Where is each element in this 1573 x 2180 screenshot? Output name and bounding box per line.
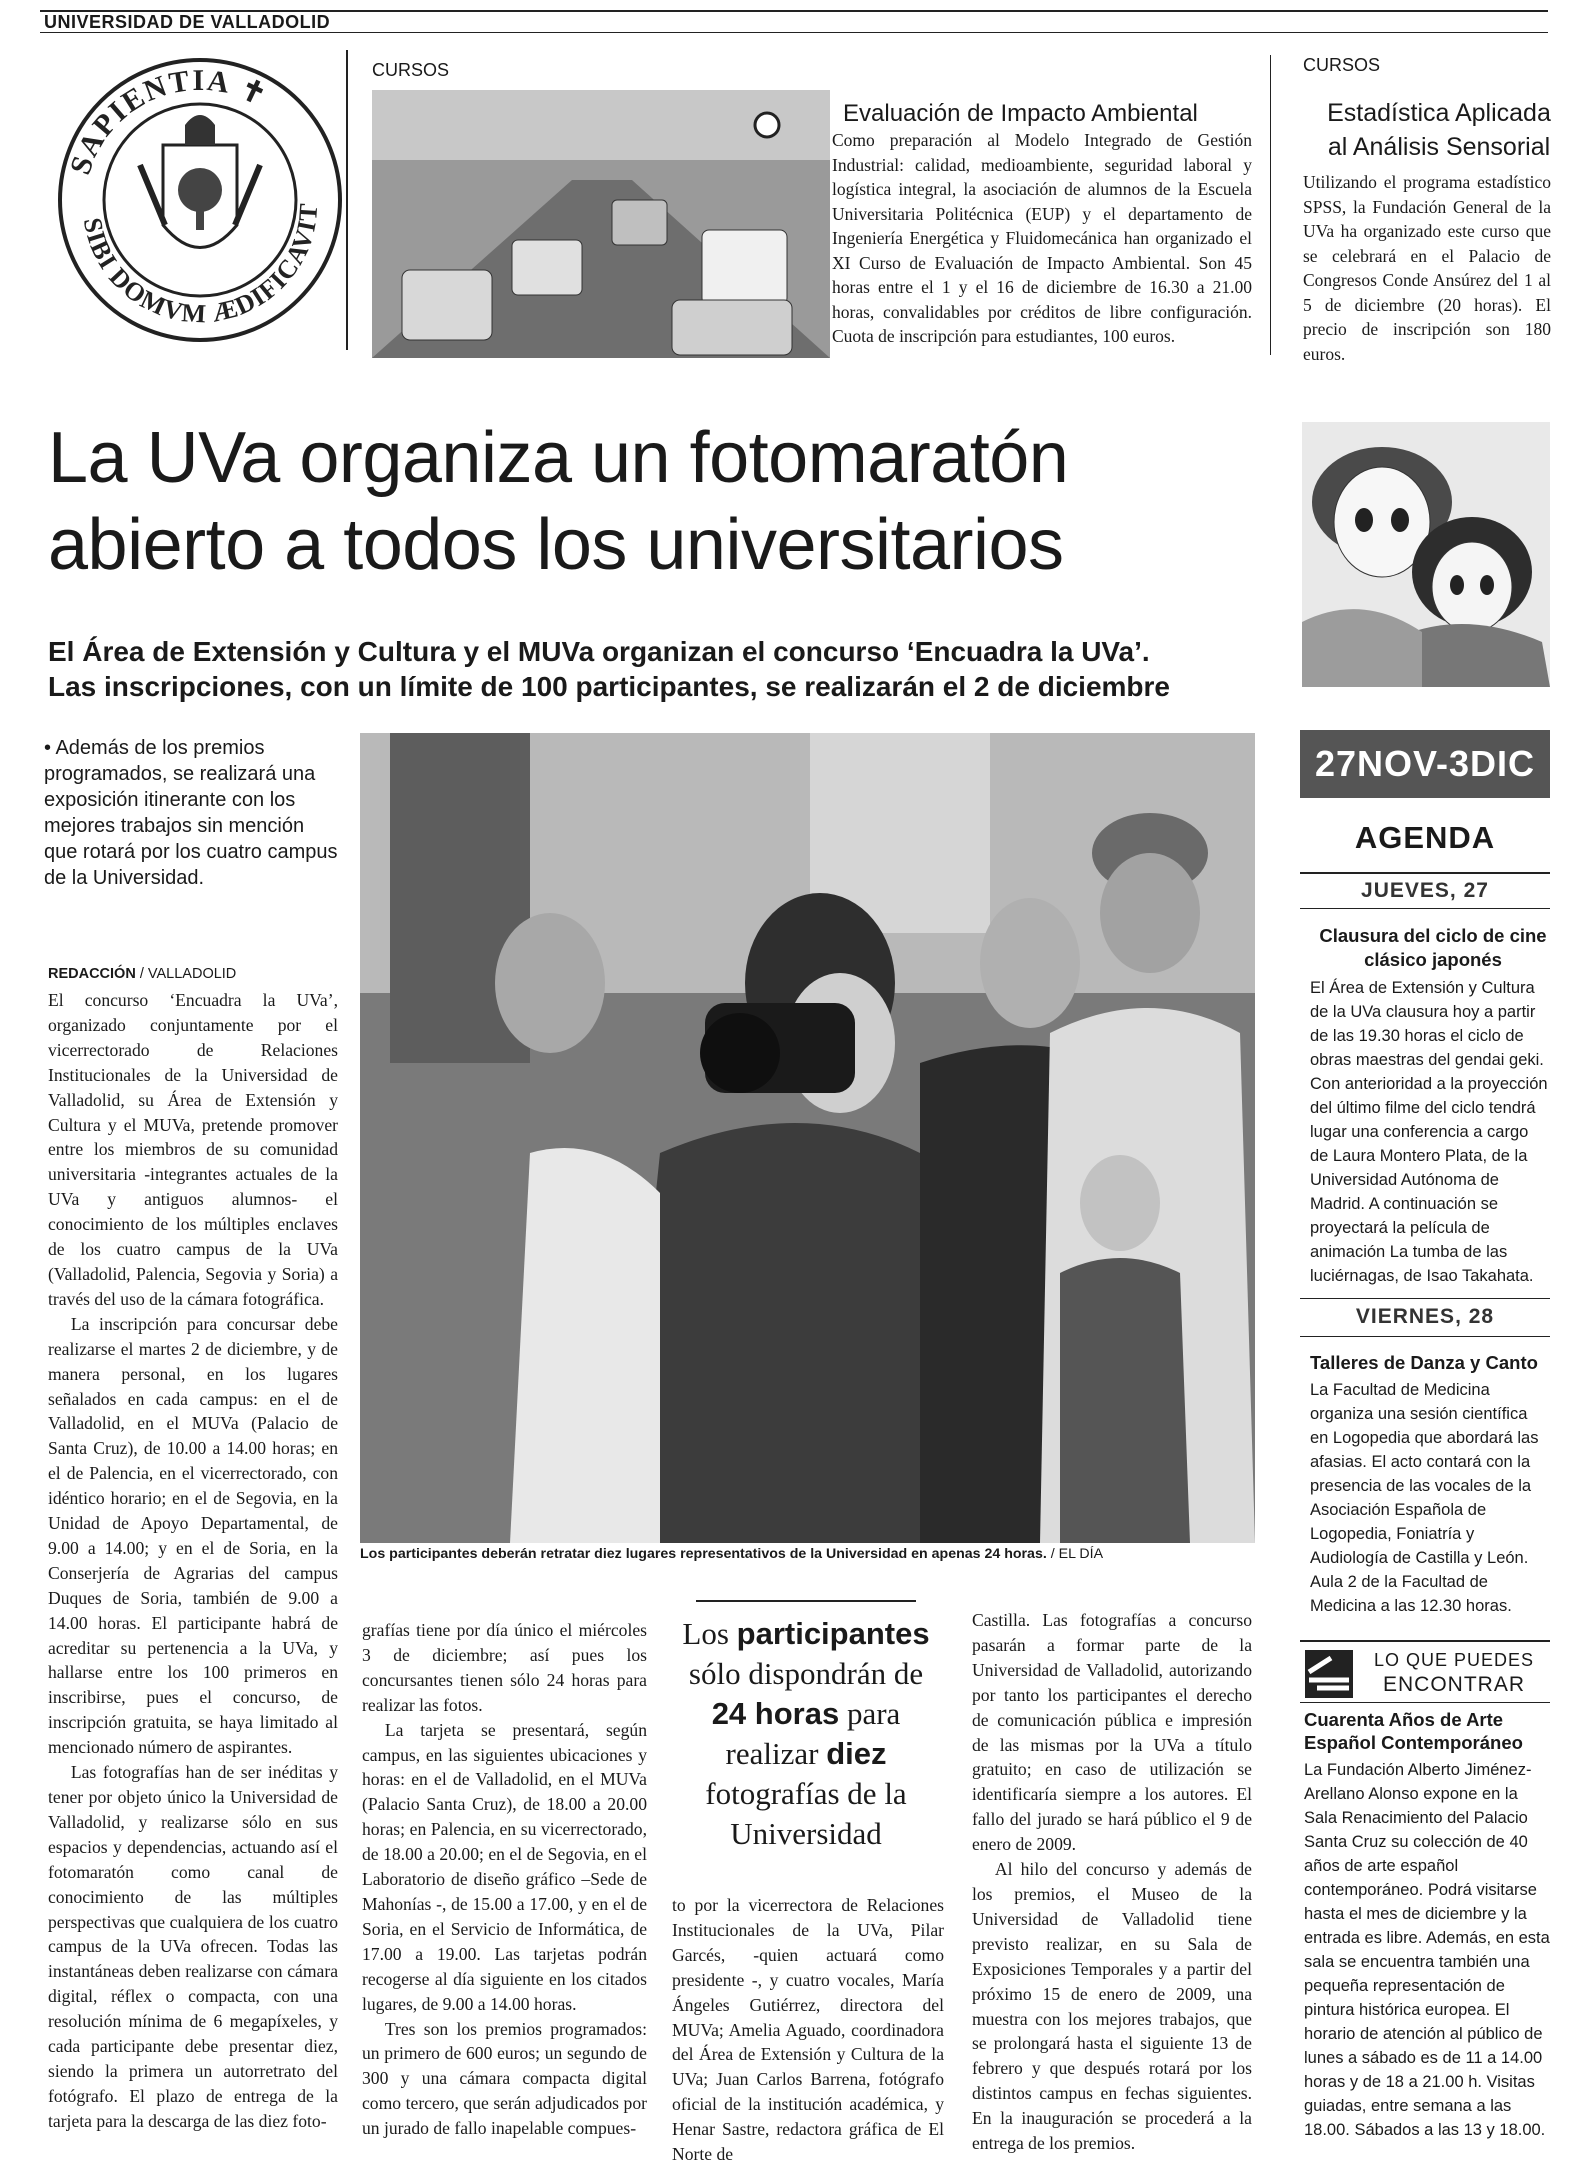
photo-credit: / EL DÍA — [1050, 1546, 1104, 1562]
byline-author: REDACCIÓN — [48, 966, 136, 982]
main-photo — [360, 733, 1255, 1543]
brief-divider — [1270, 55, 1271, 355]
agenda-rule — [1300, 872, 1550, 874]
encontrar-label-1: LO QUE PUEDES — [1373, 1650, 1535, 1670]
encontrar-logo-icon — [1305, 1650, 1353, 1698]
agenda-day2-rule — [1300, 1336, 1550, 1337]
agenda-item-2-title: Talleres de Danza y Canto — [1310, 1352, 1538, 1373]
brief-left-body: Como preparación al Modelo Integrado de Gestión Industrial: calidad, medioambiente, seguridad laboral y logística integral, la asociación de alumnos de la Escuela Universitaria Politécnica (EUP) y el departamento de Ingeniería Energética y Fluidomecánica han organizado el XI Curso de Evaluación de Impacto Ambiental. Son 45 horas entre el 1 y el 16 de diciembre de 16.30 a 21.00 horas, convalidables por créditos de libre configuración. Cuota de inscripción para estudiantes, 100 euros. — [832, 130, 1252, 346]
article-column-3 — [672, 1893, 944, 2167]
lead-summary: • Además de los premios programados, se realizará una exposición itinerante con los mejores trabajos sin mención que rotará por los cuatro campus de la Universidad. — [44, 737, 338, 889]
byline-city: / VALLADOLID — [139, 966, 237, 982]
col1-paragraph: La inscripción para concursar debe realizarse el martes 2 de diciembre, y de manera personal, en los lugares señalados en cada campus: en el de Valladolid, en el MUVa (Palacio de Santa Cruz), de 10.00 a 14.00 horas; en el de Palencia, en el vicerrectorado, con idéntico horario; en el de Segovia, en la Unidad de Apoyo Departamental, de 9.00 a 14.00; y en el de Soria, en la Conserjería de Agrarias del campus Duques de Soria, también de 9.00 a 14.00 horas. El participante habrá de acreditar su pertenencia a la UVa, y hallarse entre los 100 primeros en inscribirse, pues el concurso, de inscripción gratuita, se haya limitado al mencionado número de aspirantes. — [48, 1313, 338, 1758]
svg-text:SAPIENTIA ✝: SAPIENTIA ✝ — [63, 63, 274, 179]
masthead-section: UNIVERSIDAD DE VALLADOLID — [44, 12, 331, 32]
article-column-4 — [972, 1608, 1252, 2156]
brief-right-title: Estadística Aplicada al Análisis Sensorial — [1327, 99, 1551, 161]
col2-paragraph: Tres son los premios programados: un primero de 600 euros; un segundo de 300 y una cámara compacta digital como tercero, que serán adjudicados por un jurado de fallo inapelable compues- — [362, 2018, 647, 2139]
col4-paragraph: Al hilo del concurso y además de los premios, el Museo de la Universidad de Valladolid tiene previsto realizar, en su Sala de Exposiciones Temporales y a partir del próximo 15 de enero de 2009, una muestra con los mejores trabajos, que se prolongará hasta el siguiente 13 de febrero y que después rotará por los distintos campus en fechas siguientes. En la inauguración se procederá a la entrega de los premios. — [972, 1859, 1252, 2154]
svg-text:SIBI DOMVM ÆDIFICAVIT: SIBI DOMVM ÆDIFICAVIT — [77, 201, 324, 329]
brief-left-section: CURSOS — [372, 60, 450, 80]
agenda-item-1-title: Clausura del ciclo de cine clásico japonés — [1319, 925, 1547, 970]
brief-left-title: Evaluación de Impacto Ambiental — [843, 100, 1198, 127]
col1-paragraph: El concurso ‘Encuadra la UVa’, organizado conjuntamente por el vicerrectorado de Relaciones Institucionales de la Universidad de Valladolid, su Área de Extensión y Cultura y el MUVa, pretende promover entre los miembros de su comunidad universitaria -integrantes actuales de la UVa y antiguos alumnos- el conocimiento de los múltiples enclaves de los cuatro campus de la UVa (Valladolid, Palencia, Segovia y Soria) a través del uso de la cámara fotográfica. — [48, 990, 338, 1309]
brief-right-body: Utilizando el programa estadístico SPSS, la Fundación General de la UVa ha organizado este curso que se celebrará en el Palacio de Congresos Conde Ansúrez del 1 al 5 de diciembre (20 horas). El precio de inscripción son 180 euros. — [1303, 172, 1551, 364]
encontrar-title: Cuarenta Años de Arte Español Contemporáneo — [1304, 1709, 1523, 1753]
pullquote-text: Los participantes sólo dispondrán de 24 horas para realizar diez fotografías de la Universidad — [682, 1616, 930, 1851]
agenda-item-1-body: El Área de Extensión y Cultura de la UVa clausura hoy a partir de las 19.30 horas el ciclo de obras maestras del gendai geki. Con anterioridad a la proyección del último filme del ciclo tendrá lugar una conferencia a cargo de Laura Montero Plata, de la Universidad Autónoma de Madrid. A continuación se proyectará la película de animación La tumba de las luciérnagas, de Isao Takahata. — [1310, 979, 1548, 1285]
col2-paragraph: grafías tiene por día único el miércoles 3 de diciembre; así pues los concursantes tienen sólo 24 horas para realizar las fotos. — [362, 1620, 647, 1715]
col3-paragraph: to por la vicerrectora de Relaciones Institucionales de la UVa, Pilar Garcés, -quien actuará como presidente -, y cuatro vocales, María Ángeles Gutiérrez, directora del MUVa; Amelia Aguado, coordinadora del Área de Extensión y Cultura de la UVa; Juan Carlos Barrena, fotógrafo oficial de la institución académica, y Henar Sastre, redactora gráfica de El Norte de — [672, 1895, 944, 2165]
byline — [48, 966, 236, 982]
article-column-1 — [48, 988, 338, 2134]
photo-caption-text: Los participantes deberán retratar diez lugares representativos de la Universidad en apenas 24 horas. — [360, 1546, 1047, 1562]
encontrar-body: La Fundación Alberto Jiménez-Arellano Alonso expone en la Sala Renacimiento del Palacio Santa Cruz su colección de 40 años de arte español contemporáneo. Podrá visitarse hasta el mes de diciembre y la entrada es libre. Además, en esta sala se encuentra también una pequeña representación de pintura histórica europea. El horario de atención al público de lunes a sábado es de 11 a 14.00 horas y de 18 a 21.00 h. Visitas guiadas, entre semana a las 18.00. Sábados a las 13 y 18.00. — [1304, 1761, 1550, 2139]
col1-paragraph: Las fotografías han de ser inéditas y tener por objeto único la Universidad de Valladolid, y realizarse sólo en sus espacios y dependencias, actuando así el fotomaratón como canal de conocimiento de las múltiples perspectivas que cualquiera de los cuatro campus de la UVa ofrecen. Todas las instantáneas deben realizarse con cámara digital, réflex o compacta, con una resolución mínima de 6 megapíxeles, y cada participante debe presentar diez, siendo la primera un autorretrato del fotógrafo. El plazo de entrega de la tarjeta para la descarga de las diez foto- — [48, 1762, 338, 2131]
seal-divider — [346, 50, 348, 350]
subhead-line2: Las inscripciones, con un límite de 100 participantes, se realizarán el 2 de diciembre — [48, 671, 1170, 702]
photo-caption — [360, 1546, 1255, 1562]
agenda-dates: 27NOV-3DIC — [1314, 743, 1536, 784]
pullquote — [676, 1600, 936, 1854]
brief-right-section: CURSOS — [1303, 55, 1381, 75]
anime-illustration — [1302, 422, 1550, 687]
col2-paragraph: La tarjeta se presentará, según campus, en las siguientes ubicaciones y horas: en el de Valladolid, en el MUVa (Palacio Santa Cruz), de 18.00 a 20.00 horas; en Palencia, en su vicerrectorado, de 18.00 a 20.00; en el de Segovia, en el Laboratorio de diseño gráfico –Sede de Mahonías -, de 15.00 a 17.00, y en el de Soria, en el Servicio de Informática, de 17.00 a 19.00. Las tarjetas podrán recogerse al día siguiente en los citados lugares, de 9.00 a 14.00 horas. — [362, 1719, 647, 2014]
university-seal — [55, 55, 345, 345]
agenda-dates-banner — [1300, 730, 1550, 798]
agenda-title: AGENDA — [1354, 820, 1496, 855]
headline-line2: abierto a todos los universitarios — [48, 505, 1064, 585]
headline-line1: La UVa organiza un fotomaratón — [48, 418, 1069, 498]
encontrar-label-2: ENCONTRAR — [1382, 1673, 1525, 1696]
encontrar-rule-top — [1300, 1640, 1550, 1642]
agenda-day-2: VIERNES, 28 — [1355, 1305, 1495, 1328]
subhead-line1: El Área de Extensión y Cultura y el MUVa organizan el concurso ‘Encuadra la UVa’. — [48, 636, 1150, 667]
agenda-item-2-body: La Facultad de Medicina organiza una sesión científica en Logopedia que abordará las afasias. El acto contará con la presencia de las vocales de la Asociación Española de Logopedia, Foniatría y Audiología de Castilla y León. Aula 2 de la Facultad de Medicina a las 12.30 horas. — [1310, 1381, 1539, 1615]
encontrar-rule — [1300, 1702, 1550, 1703]
agenda-day-1: JUEVES, 27 — [1361, 879, 1489, 902]
agenda-day2-rule-top — [1300, 1298, 1550, 1299]
agenda-day1-rule — [1300, 908, 1550, 909]
col4-paragraph: Castilla. Las fotografías a concurso pasarán a formar parte de la Universidad de Valladolid, autorizando por tanto los participantes el derecho de comunicación pública e impresión de las mismas por la UVa a título gratuito; en caso de utilización se identificaría siempre a los autores. El fallo del jurado se hará público el 9 de enero de 2009. — [972, 1610, 1252, 1855]
traffic-photo — [372, 90, 830, 358]
seal-emblem-icon — [55, 55, 345, 345]
pullquote-rule — [696, 1600, 916, 1602]
article-column-2 — [362, 1618, 647, 2141]
